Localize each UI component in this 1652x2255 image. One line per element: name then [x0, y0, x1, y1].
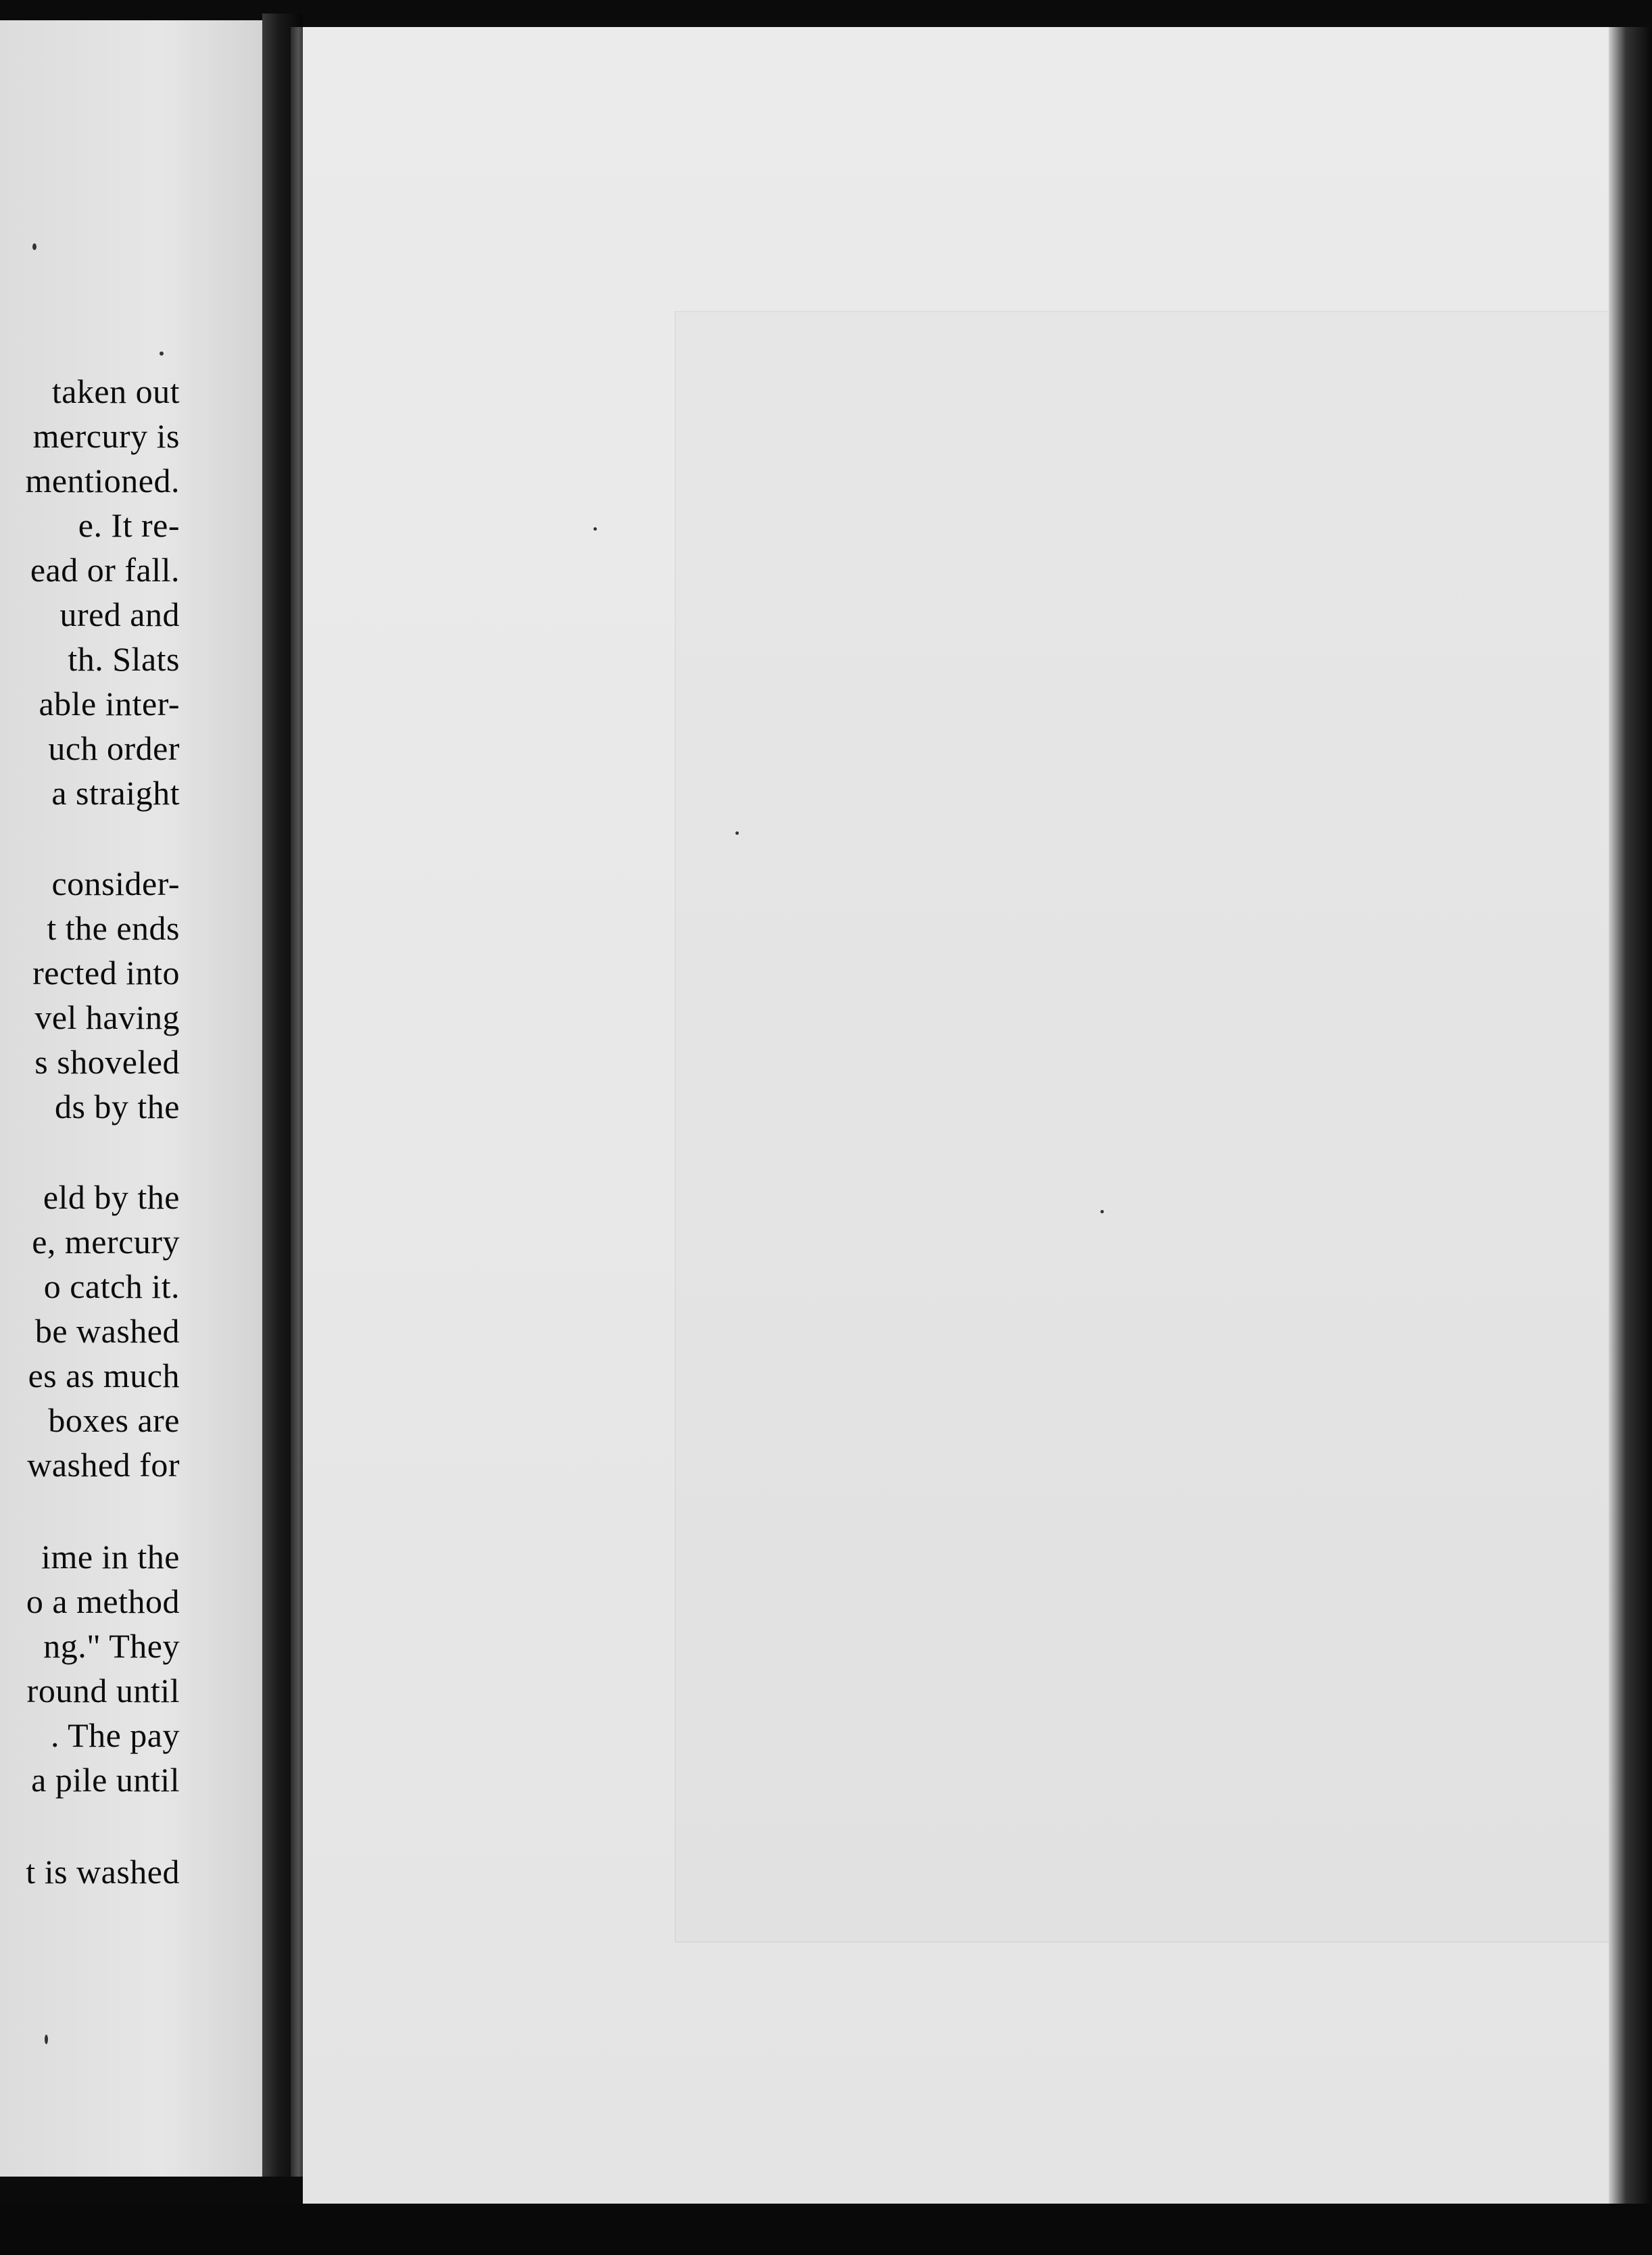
text-line: th. Slats: [68, 640, 180, 678]
text-line: t the ends: [47, 909, 180, 947]
text-line: ime in the: [41, 1538, 180, 1576]
ink-speck: [160, 351, 164, 356]
text-line: able inter-: [39, 685, 180, 723]
text-line: s shoveled: [34, 1043, 180, 1081]
text-line: t is washed: [26, 1853, 180, 1891]
text-line: ured and: [59, 596, 180, 633]
text-line: mentioned.: [25, 462, 180, 500]
text-line: es as much: [28, 1357, 180, 1395]
text-line: rected into: [32, 954, 180, 992]
text-line: consider-: [51, 865, 180, 902]
text-line: . The pay: [50, 1716, 180, 1754]
show-through-plate: [675, 311, 1652, 1943]
ink-speck: [32, 243, 37, 250]
ink-speck: [593, 527, 597, 531]
text-line: washed for: [27, 1446, 180, 1484]
ink-speck: [45, 2035, 48, 2044]
text-line: e, mercury: [32, 1223, 180, 1261]
text-line: o a method: [26, 1582, 180, 1620]
text-line: ng." They: [43, 1627, 180, 1665]
text-line: vel having: [34, 998, 180, 1036]
binding-edge: [291, 27, 304, 2177]
text-line: boxes are: [48, 1401, 180, 1439]
text-line: ead or fall.: [30, 551, 180, 589]
ink-speck: [1100, 1210, 1104, 1213]
text-line: be washed: [34, 1312, 180, 1350]
left-page: [0, 20, 270, 2177]
text-line: o catch it.: [43, 1267, 180, 1305]
text-line: round until: [26, 1672, 180, 1710]
text-line: a straight: [51, 774, 180, 812]
text-line: uch order: [48, 729, 180, 767]
text-line: a pile until: [31, 1761, 180, 1799]
right-page-blank: [303, 27, 1648, 2204]
ink-speck: [735, 831, 739, 835]
text-line: e. It re-: [78, 506, 180, 544]
text-line: taken out: [51, 372, 180, 410]
text-line: ds by the: [54, 1088, 180, 1125]
scan-border-bottom: [0, 2204, 1652, 2255]
page-edge-shadow: [1609, 27, 1652, 2217]
text-line: eld by the: [43, 1178, 180, 1216]
text-line: mercury is: [32, 417, 180, 455]
